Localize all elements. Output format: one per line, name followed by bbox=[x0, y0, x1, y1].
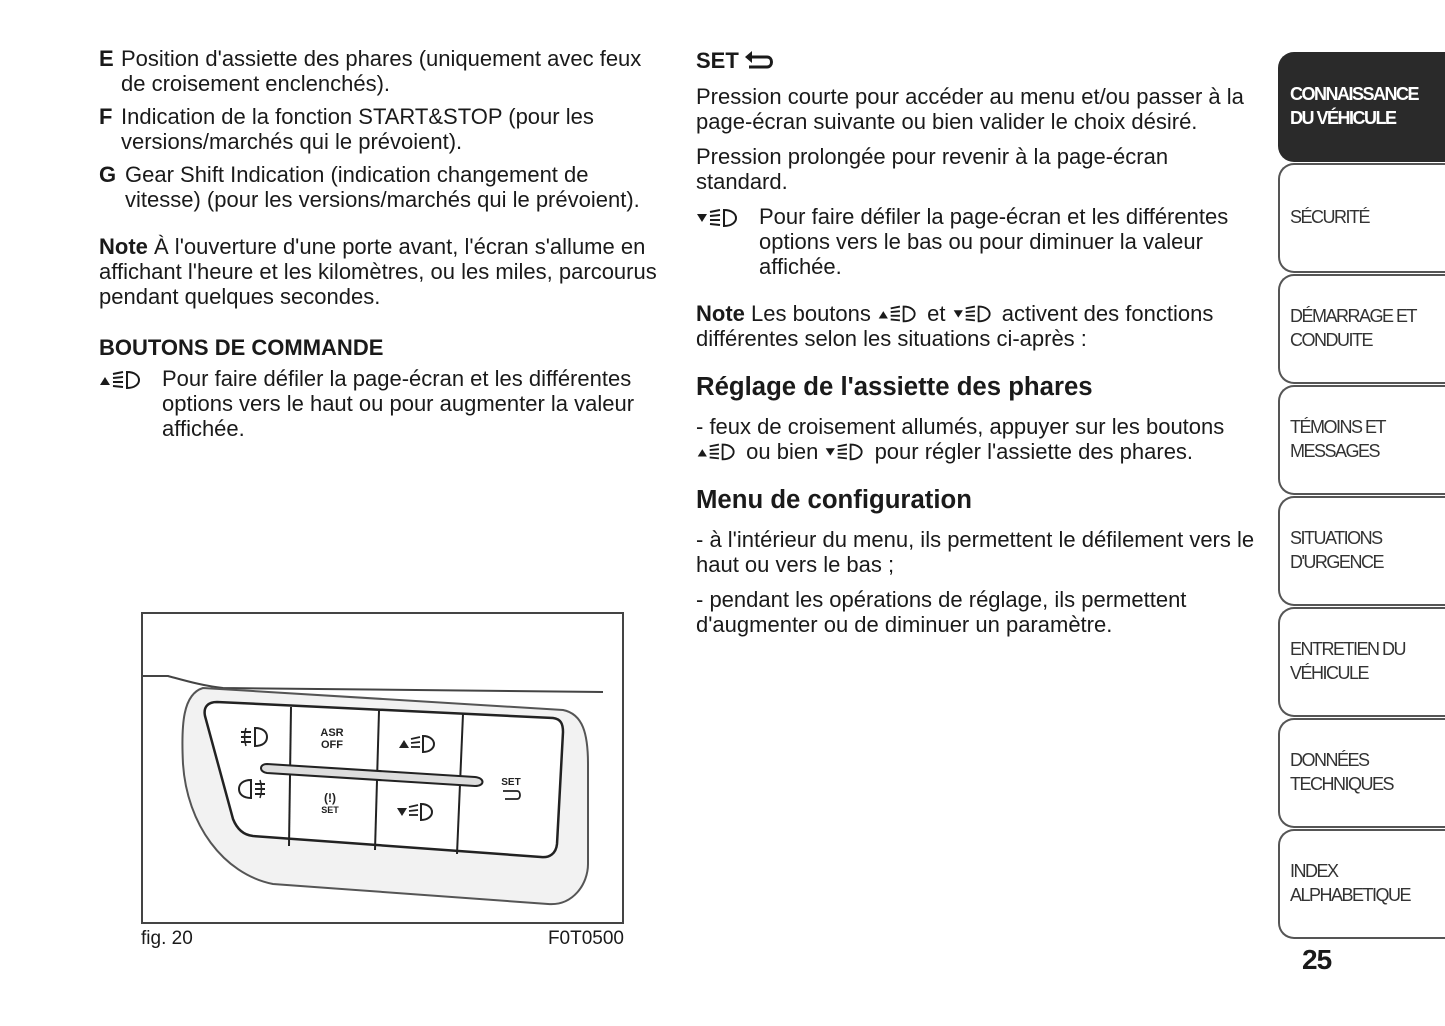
tab-label-line2: VÉHICULE bbox=[1290, 663, 1369, 683]
note-paragraph bbox=[99, 234, 669, 309]
tab-label-line2: D'URGENCE bbox=[1290, 552, 1383, 572]
tab-label-line2: ALPHABETIQUE bbox=[1290, 885, 1411, 905]
tab-temoins-et-messages[interactable] bbox=[1278, 385, 1445, 495]
section-title: BOUTONS DE COMMANDE bbox=[99, 335, 384, 360]
set-heading bbox=[696, 46, 1256, 74]
headlight-prefix: - feux de croisement allumés, appuyer sur les boutons bbox=[696, 414, 1225, 439]
item-text: Indication de la fonction START&STOP (pour les versions/marchés qui le prévoient). bbox=[121, 104, 594, 154]
tab-label-line1: CONNAISSANCE bbox=[1290, 84, 1419, 104]
tpms-icon: (!) bbox=[324, 791, 336, 805]
note-label: Note bbox=[696, 301, 745, 326]
headlight-down-icon bbox=[824, 439, 868, 463]
list-item-f bbox=[99, 104, 669, 154]
up-button-text: Pour faire défiler la page-écran et les différentes options vers le haut ou pour augmenter la valeur affichée. bbox=[162, 366, 635, 441]
down-button-description bbox=[696, 204, 1256, 279]
tab-index-alphabetique[interactable] bbox=[1278, 829, 1445, 939]
figure-code: F0T0500 bbox=[547, 928, 624, 949]
item-text: Position d'assiette des phares (uniquement avec feux de croisement enclenchés). bbox=[121, 46, 642, 96]
figure-caption bbox=[141, 928, 624, 950]
tab-securite[interactable] bbox=[1278, 163, 1445, 273]
headlight-down-icon bbox=[696, 204, 742, 235]
tab-entretien-du-vehicule[interactable] bbox=[1278, 607, 1445, 717]
tab-label-line1: TÉMOINS ET bbox=[1290, 417, 1386, 437]
tab-label-line2: TECHNIQUES bbox=[1290, 774, 1394, 794]
headlight-title: Réglage de l'assiette des phares bbox=[696, 373, 1093, 401]
tab-label-line2: CONDUITE bbox=[1290, 330, 1372, 350]
note-mid: et bbox=[927, 301, 946, 326]
buttons-note bbox=[696, 301, 1256, 351]
tab-label-line1: DONNÉES bbox=[1290, 750, 1369, 770]
list-item-e bbox=[99, 46, 669, 96]
tab-label-line1: DÉMARRAGE ET bbox=[1290, 306, 1417, 326]
tab-label-line1: INDEX bbox=[1290, 861, 1338, 881]
tab-donnees-techniques[interactable] bbox=[1278, 718, 1445, 828]
figure-label: fig. 20 bbox=[141, 928, 193, 949]
headlight-mid: ou bien bbox=[746, 439, 819, 464]
set-short-press: Pression courte pour accéder au menu et/ou passer à la page-écran suivante ou bien valider le choix désiré. bbox=[696, 84, 1244, 134]
asr-off-label: OFF bbox=[321, 739, 343, 751]
tpms-set-label: SET bbox=[321, 805, 339, 815]
tab-situations-d-urgence[interactable] bbox=[1278, 496, 1445, 606]
tab-label-line1: ENTRETIEN DU bbox=[1290, 639, 1406, 659]
tab-label-line1: SÉCURITÉ bbox=[1290, 207, 1370, 227]
item-text: Gear Shift Indication (indication changement de vitesse) (pour les versions/marchés qui le prévoient). bbox=[125, 162, 640, 212]
tab-label-line2: DU VÉHICULE bbox=[1290, 108, 1396, 128]
figure-control-panel bbox=[141, 612, 624, 924]
set-long-press: Pression prolongée pour revenir à la page-écran standard. bbox=[696, 144, 1169, 194]
headlight-down-icon bbox=[952, 301, 996, 325]
asr-label: ASR bbox=[320, 727, 344, 739]
set-label: SET bbox=[696, 47, 739, 73]
item-letter: E bbox=[99, 46, 114, 71]
tab-label-line2: MESSAGES bbox=[1290, 441, 1380, 461]
item-letter: F bbox=[99, 104, 113, 129]
menu-item-1: - à l'intérieur du menu, ils permettent le défilement vers le haut ou vers le bas ; bbox=[696, 527, 1255, 577]
down-button-text: Pour faire défiler la page-écran et les différentes options vers le bas ou pour diminuer la valeur affichée. bbox=[759, 204, 1229, 279]
headlight-paragraph bbox=[696, 414, 1256, 464]
tab-connaissance-du-vehicule[interactable] bbox=[1278, 52, 1445, 162]
tab-demarrage-et-conduite[interactable] bbox=[1278, 274, 1445, 384]
headlight-suffix: pour régler l'assiette des phares. bbox=[874, 439, 1194, 464]
note-prefix: Les boutons bbox=[751, 301, 871, 326]
note-label: Note bbox=[99, 234, 148, 259]
headlight-up-icon bbox=[99, 366, 145, 397]
item-letter: G bbox=[99, 162, 117, 187]
panel-set-label: SET bbox=[501, 777, 521, 788]
menu-title: Menu de configuration bbox=[696, 486, 972, 514]
note-suffix: activent des fonctions différentes selon les situations ci-après : bbox=[696, 301, 1214, 351]
right-column bbox=[696, 46, 1256, 647]
list-item-g bbox=[99, 162, 669, 212]
menu-item-2: - pendant les opérations de réglage, ils permettent d'augmenter ou de diminuer un paramètre. bbox=[696, 587, 1187, 637]
tab-label-line1: SITUATIONS bbox=[1290, 528, 1382, 548]
headlight-up-icon bbox=[696, 439, 740, 463]
headlight-up-icon bbox=[877, 301, 921, 325]
up-button-description bbox=[99, 366, 669, 441]
page-number: 25 bbox=[1302, 944, 1332, 975]
left-column bbox=[99, 46, 669, 441]
note-text: À l'ouverture d'une porte avant, l'écran s'allume en affichant l'heure et les kilomètres, ou les miles, parcourus pendant quelques secondes. bbox=[99, 234, 657, 309]
return-arrow-icon bbox=[743, 49, 775, 71]
